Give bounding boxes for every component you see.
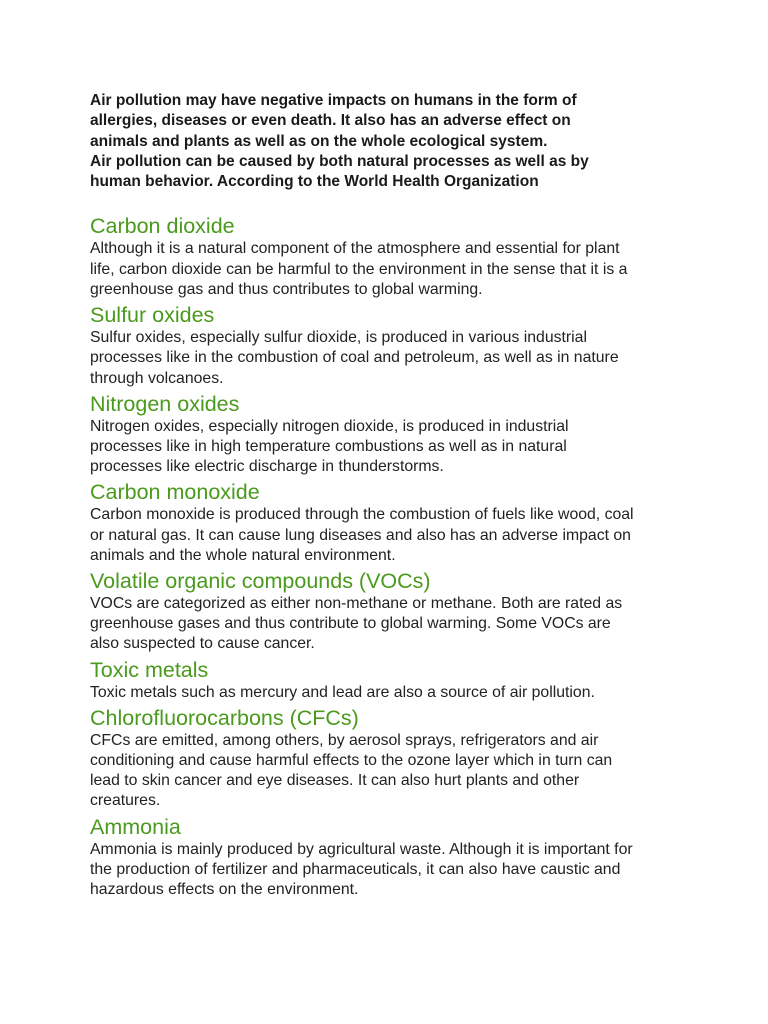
intro-line: allergies, diseases or even death. It also has an adverse effect on xyxy=(90,112,571,130)
body-line: lead to skin cancer and eye diseases. It can also hurt plants and other xyxy=(90,772,580,790)
section-nitrogen-oxides xyxy=(90,391,690,478)
section-toxic-metals xyxy=(90,657,690,703)
body-line: greenhouse gases and thus contribute to global warming. Some VOCs are xyxy=(90,615,611,633)
section-heading: Volatile organic compounds (VOCs) xyxy=(90,568,431,593)
section-body xyxy=(90,505,690,566)
intro-paragraph xyxy=(90,91,690,192)
body-line: also suspected to cause cancer. xyxy=(90,635,315,653)
section-body xyxy=(90,328,690,389)
section-heading: Carbon monoxide xyxy=(90,480,260,505)
section-heading: Carbon dioxide xyxy=(90,214,235,239)
section-heading: Ammonia xyxy=(90,814,181,839)
section-body xyxy=(90,239,690,300)
body-line: hazardous effects on the environment. xyxy=(90,880,359,898)
body-line: animals and the whole natural environment. xyxy=(90,546,396,564)
section-body xyxy=(90,683,690,703)
intro-line: Air pollution can be caused by both natural processes as well as by xyxy=(90,152,589,170)
section-carbon-monoxide xyxy=(90,479,690,566)
body-line: life, carbon dioxide can be harmful to the environment in the sense that it is a xyxy=(90,260,628,278)
body-line: Carbon monoxide is produced through the combustion of fuels like wood, coal xyxy=(90,506,634,524)
body-line: processes like in high temperature combustions as well as in natural xyxy=(90,437,567,455)
body-line: greenhouse gas and thus contributes to global warming. xyxy=(90,280,483,298)
body-line: CFCs are emitted, among others, by aerosol sprays, refrigerators and air xyxy=(90,731,599,749)
body-line: Although it is a natural component of the atmosphere and essential for plant xyxy=(90,240,620,258)
section-body xyxy=(90,594,690,655)
section-heading: Chlorofluorocarbons (CFCs) xyxy=(90,705,359,730)
section-vocs xyxy=(90,568,690,655)
section-cfcs xyxy=(90,705,690,812)
document-page xyxy=(90,91,690,900)
section-ammonia xyxy=(90,814,690,901)
body-line: Ammonia is mainly produced by agricultural waste. Although it is important for xyxy=(90,840,633,858)
section-heading: Sulfur oxides xyxy=(90,303,215,328)
body-line: processes like electric discharge in thunderstorms. xyxy=(90,458,444,476)
intro-line: human behavior. According to the World Health Organization xyxy=(90,173,539,191)
intro-line: Air pollution may have negative impacts on humans in the form of xyxy=(90,92,577,109)
section-heading: Nitrogen oxides xyxy=(90,391,240,416)
body-line: or natural gas. It can cause lung diseases and also has an adverse impact on xyxy=(90,526,631,544)
section-body xyxy=(90,731,690,812)
body-line: through volcanoes. xyxy=(90,369,224,387)
body-line: conditioning and cause harmful effects to the ozone layer which in turn can xyxy=(90,751,613,769)
body-line: processes like in the combustion of coal and petroleum, as well as in nature xyxy=(90,349,619,367)
body-line: creatures. xyxy=(90,792,161,810)
intro-line: animals and plants as well as on the whole ecological system. xyxy=(90,132,548,150)
section-heading: Toxic metals xyxy=(90,657,209,682)
body-line: Sulfur oxides, especially sulfur dioxide, is produced in various industrial xyxy=(90,329,587,347)
body-line: Toxic metals such as mercury and lead are also a source of air pollution. xyxy=(90,683,595,701)
body-line: Nitrogen oxides, especially nitrogen dioxide, is produced in industrial xyxy=(90,417,569,435)
section-sulfur-oxides xyxy=(90,302,690,389)
section-carbon-dioxide xyxy=(90,213,690,300)
section-body xyxy=(90,417,690,478)
section-body xyxy=(90,840,690,901)
body-line: the production of fertilizer and pharmaceuticals, it can also have caustic and xyxy=(90,860,621,878)
body-line: VOCs are categorized as either non-methane or methane. Both are rated as xyxy=(90,594,623,612)
